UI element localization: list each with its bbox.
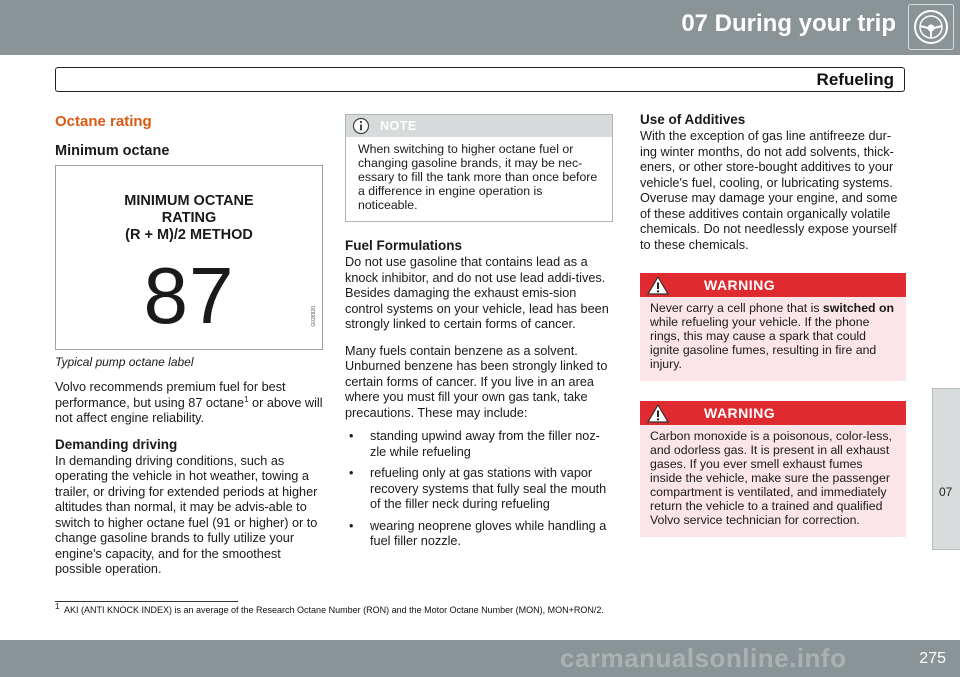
- chapter-title: 07 During your trip: [681, 10, 896, 37]
- bullet-icon: •: [349, 429, 354, 443]
- demanding-driving-heading: Demanding driving: [55, 436, 178, 452]
- fuel-paragraph-1: Do not use gasoline that contains lead as a knock inhibitor, and do not use lead addi-tives. Besides damaging the exhaust emis-sion control systems on your vehicle, lead has been strongly linked to certain forms of cancer.: [345, 255, 609, 331]
- label-line-3: (R + M)/2 METHOD: [125, 227, 253, 243]
- list-item-text: standing upwind away from the filler noz-zle while refueling: [370, 429, 600, 459]
- side-tab-label: 07: [939, 485, 953, 499]
- octane-number: 87: [143, 251, 235, 340]
- octane-rating-heading: Octane rating: [55, 113, 152, 130]
- chapter-side-tab: [932, 388, 960, 550]
- octane-paragraph-a: Volvo recommends premium fuel for best performance, but using 87 octane: [55, 380, 286, 410]
- footnote: [55, 602, 604, 615]
- image-caption: Typical pump octane label: [55, 355, 194, 369]
- footnote-number: 1: [55, 602, 60, 611]
- footnote-area: [55, 0, 915, 677]
- warning-emphasis: switched on: [822, 301, 894, 315]
- bullet-icon: •: [349, 518, 354, 533]
- fuel-formulations-heading: Fuel Formulations: [345, 238, 463, 253]
- warning-title: WARNING: [704, 277, 776, 293]
- bullet-icon: •: [349, 466, 354, 480]
- fuel-paragraph-2: Many fuels contain benzene as a solvent. Unburned benzene has been strongly linked to certain forms of cancer. If you live in an area where you must fill your own gas tank, take precautions. These may include:: [345, 343, 608, 420]
- list-item-text: refueling only at gas stations with vapor recovery systems that fully seal the mouth of the filler neck during refueling: [370, 466, 607, 511]
- warning-title: WARNING: [704, 405, 776, 421]
- image-code: G026920: [311, 306, 317, 327]
- label-line-1: MINIMUM OCTANE: [124, 193, 254, 209]
- footnote-rule: [55, 601, 238, 602]
- page-number: 275: [919, 650, 946, 667]
- section-title: Refueling: [816, 70, 894, 89]
- list-item-text: wearing neoprene gloves while handling a fuel filler nozzle.: [370, 518, 607, 548]
- additives-text: With the exception of gas line antifreeze dur-ing winter months, do not add solvents, thick-eners, or other store-bought additives to your vehicle's fuel, cooling, or lubricating systems. Overuse may damage your engine, and some of these additives contain organically volatile chemicals. Do not needlessly expose yourself to these chemicals.: [640, 129, 898, 252]
- note-text: When switching to higher octane fuel or changing gasoline brands, it may be nec-essary to fill the tank more than once before a difference in engine operation is noticeable.: [358, 142, 598, 212]
- warning-text-part: while refueling your vehicle. If the phone rings, this may cause a spark that could ignite gasoline fumes, resulting in fire and injury.: [650, 315, 877, 371]
- minimum-octane-heading: Minimum octane: [55, 143, 170, 159]
- watermark: carmanualsonline.info: [560, 643, 847, 673]
- demanding-driving-text: In demanding driving conditions, such as operating the vehicle in hot weather, towing a trailer, or driving for extended periods at higher altitudes than normal, it may be advis-able to switch to higher octane fuel (91 or higher) or to change gasoline brands to fully utilize your engine's capacity, and for the smoothest possible operation.: [55, 453, 318, 576]
- footnote-text: AKI (ANTI KNOCK INDEX) is an average of the Research Octane Number (RON) and the Motor Octane Number (MON), MON+RON/2.: [63, 605, 604, 615]
- octane-paragraph-b: or above will not affect engine reliability.: [55, 395, 323, 425]
- warning-text-part: Never carry a cell phone that is: [650, 301, 823, 315]
- footnote-ref: 1: [244, 394, 249, 404]
- note-title: NOTE: [380, 119, 417, 133]
- label-line-2: RATING: [161, 210, 217, 226]
- warning-text: Carbon monoxide is a poisonous, color-less, and odorless gas. It is present in all exhaust gases. If you ever smell exhaust fumes inside the vehicle, make sure the passenger compartment is ventilated, and immediately return the vehicle to a trained and qualified Volvo service technician for correction.: [650, 429, 892, 527]
- additives-heading: Use of Additives: [640, 112, 746, 127]
